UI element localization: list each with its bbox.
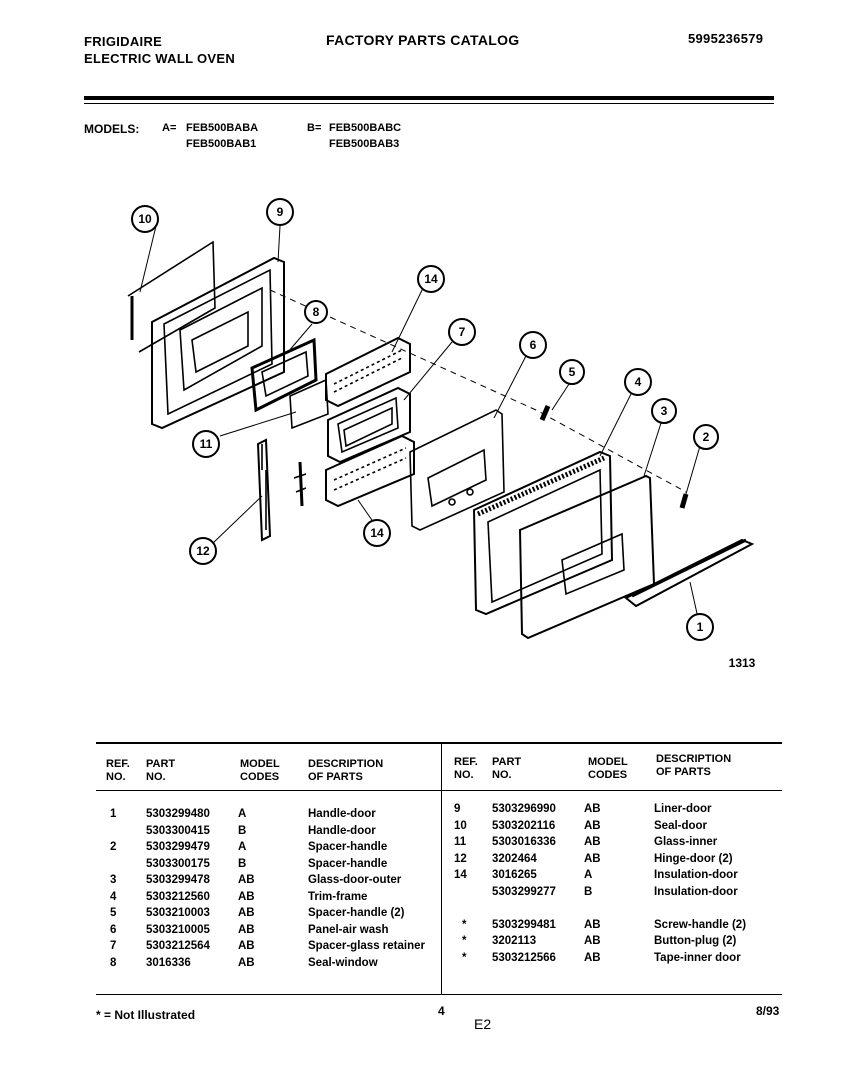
header-ref-line1: REF. (454, 756, 478, 768)
table-row-desc: Insulation-door (654, 869, 738, 881)
table-row-model: AB (238, 907, 255, 919)
table-row-part: 5303299479 (146, 841, 210, 853)
revision-date: 8/93 (756, 1004, 780, 1018)
callout-5: 5 (568, 365, 576, 379)
table-row-desc: Seal-door (654, 819, 708, 832)
table-row-desc: Tape-inner door (654, 951, 741, 964)
table-row-ref: 14 (454, 869, 467, 881)
header-part-right (492, 756, 521, 782)
callout-1: 1 (696, 620, 704, 634)
part-liner-door (152, 258, 284, 428)
table-row-desc: Screw-handle (2) (654, 918, 747, 931)
right-desc-column (654, 801, 746, 966)
table-row-part (492, 900, 556, 917)
part-panel-air-wash (410, 410, 504, 530)
table-row-part: 3202113 (492, 935, 537, 947)
table-row-desc: Spacer-handle (2) (308, 907, 405, 919)
header-desc-line2: OF PARTS (656, 766, 711, 778)
page-number: 4 (438, 1004, 445, 1018)
model-group-a-tag: A= (162, 122, 177, 134)
model-a-2: FEB500BAB1 (186, 138, 257, 150)
table-row-part: 5303300175 (146, 857, 210, 870)
table-row-model: AB (238, 874, 255, 886)
figure-number: 1313 (728, 656, 756, 670)
table-row-model: AB (584, 836, 601, 848)
callout-8: 8 (312, 305, 320, 319)
table-row-model: A (238, 808, 247, 820)
part-insulation-lower (326, 436, 414, 506)
table-row-model: AB (584, 935, 601, 947)
header-part-line2: NO. (492, 769, 512, 781)
part-trim-frame (474, 452, 612, 614)
callout-3: 3 (660, 404, 668, 418)
table-row-desc: Seal-window (308, 956, 378, 969)
header-ref-right (454, 756, 478, 782)
callout-14-upper: 14 (424, 272, 438, 286)
part-insulation-upper (326, 338, 410, 406)
model-b-2: FEB500BAB3 (329, 138, 400, 150)
table-row-part: 3016336 (146, 956, 191, 969)
left-model-column (238, 806, 255, 971)
left-part-column (146, 806, 210, 971)
not-illustrated-note: * = Not Illustrated (96, 1008, 196, 1022)
table-bottom-rule (96, 994, 782, 995)
table-row-model: B (238, 857, 247, 870)
table-row-ref: 9 (454, 803, 461, 815)
catalog-number: 5995236579 (688, 31, 764, 46)
table-row-desc: Handle-door (308, 808, 376, 820)
header-ref-line1: REF. (106, 758, 130, 770)
table-top-rule (96, 742, 782, 744)
table-row-model: AB (584, 819, 601, 832)
callout-14-lower: 14 (370, 526, 384, 540)
header-part-line1: PART (146, 758, 176, 770)
table-row-desc: Handle-door (308, 824, 376, 837)
part-hinge-door (258, 440, 306, 540)
table-row-model (584, 900, 601, 917)
table-row-desc: Spacer-handle (308, 857, 388, 870)
table-row-desc: Spacer-handle (308, 841, 388, 853)
header-model-line1: MODEL (240, 758, 280, 770)
part-spacer-handle-2 (682, 494, 686, 508)
table-row-part: 5303299277 (492, 885, 556, 898)
table-row-model: AB (238, 940, 255, 952)
table-row-part: 5303016336 (492, 836, 556, 848)
table-row-model: A (584, 869, 593, 881)
right-part-column (492, 801, 556, 966)
table-row-model: AB (584, 951, 601, 964)
header-model-line1: MODEL (588, 756, 628, 768)
model-a-1: FEB500BABA (186, 122, 259, 134)
callout-7: 7 (458, 325, 466, 339)
table-row-model: B (584, 885, 593, 898)
model-group-b-tag: B= (307, 122, 322, 134)
table-row-ref (454, 884, 480, 901)
table-row-model: AB (584, 852, 601, 865)
header-part-line2: NO. (146, 771, 166, 783)
table-row-ref: 7 (110, 940, 117, 952)
model-b-1: FEB500BABC (329, 122, 402, 134)
table-row-ref: * (462, 935, 467, 947)
table-row-desc (654, 900, 746, 917)
callout-4: 4 (634, 375, 642, 389)
callout-12: 12 (196, 544, 210, 558)
part-glass-door-outer (520, 476, 654, 638)
header-desc-line1: DESCRIPTION (308, 758, 384, 770)
table-row-ref: * (462, 951, 467, 964)
left-ref-column (110, 806, 134, 971)
table-row-part: 5303202116 (492, 819, 556, 832)
table-row-desc: Trim-frame (308, 890, 368, 903)
header-model-line2: CODES (240, 771, 280, 783)
table-row-part: 5303300415 (146, 824, 210, 837)
table-row-part: 5303212566 (492, 951, 556, 964)
table-row-model: A (238, 841, 247, 853)
table-row-ref: 6 (110, 923, 117, 936)
right-ref-column (454, 801, 480, 966)
table-row-ref: 10 (454, 819, 467, 832)
table-header-rule (96, 790, 782, 791)
table-row-ref: 4 (110, 890, 117, 903)
table-row-desc: Hinge-door (2) (654, 852, 733, 865)
table-row-part: 3202464 (492, 852, 537, 865)
right-model-column (584, 801, 601, 966)
table-row-part: 3016265 (492, 869, 537, 881)
table-row-desc: Liner-door (654, 803, 712, 815)
table-row-part: 5303299480 (146, 808, 210, 820)
table-row-model: B (238, 824, 247, 837)
header-desc-line2: OF PARTS (308, 771, 363, 783)
table-row-desc: Spacer-glass retainer (308, 940, 425, 952)
header-model-line2: CODES (588, 769, 628, 781)
header-model-left (240, 758, 280, 784)
header-part-line1: PART (492, 756, 522, 768)
table-row-ref (110, 823, 134, 840)
callout-6: 6 (529, 338, 537, 352)
product-name: ELECTRIC WALL OVEN (84, 51, 236, 66)
table-row-model: AB (238, 923, 255, 936)
header-desc-right (656, 753, 731, 779)
callout-10: 10 (138, 212, 152, 226)
table-center-divider (441, 742, 442, 994)
table-row-ref: 8 (110, 956, 117, 969)
table-row-desc: Panel-air wash (308, 923, 389, 936)
table-row-ref: 11 (454, 836, 467, 848)
table-row-ref: 12 (454, 852, 467, 865)
table-row-desc: Insulation-door (654, 885, 738, 898)
table-row-part: 5303210005 (146, 923, 210, 936)
models-label: MODELS: (84, 122, 140, 136)
catalog-title: FACTORY PARTS CATALOG (326, 32, 520, 48)
callout-9: 9 (276, 205, 284, 219)
header-desc-line1: DESCRIPTION (656, 753, 732, 765)
table-row-model: AB (584, 918, 601, 931)
section-code: E2 (474, 1016, 492, 1032)
header-model-right (588, 756, 628, 782)
table-row-part: 5303296990 (492, 803, 556, 815)
callout-11: 11 (199, 437, 213, 451)
header-ref-line2: NO. (454, 769, 474, 781)
table-row-ref: 1 (110, 808, 117, 820)
table-row-part: 5303299481 (492, 918, 556, 931)
table-row-ref (110, 856, 134, 873)
header-ref-line2: NO. (106, 771, 126, 783)
table-row-part: 5303212564 (146, 940, 210, 952)
header-ref-left (106, 758, 130, 784)
table-row-ref: * (462, 918, 467, 931)
table-row-part: 5303299478 (146, 874, 210, 886)
callout-2: 2 (702, 430, 710, 444)
table-row-ref: 5 (110, 907, 117, 919)
table-row-desc: Glass-inner (654, 836, 718, 848)
part-handle-door (626, 540, 752, 606)
part-spacer-handle-5 (542, 406, 548, 420)
header-desc-left (308, 758, 383, 784)
table-row-desc: Button-plug (2) (654, 935, 737, 947)
left-desc-column (308, 806, 425, 971)
table-row-part: 5303212560 (146, 890, 210, 903)
table-row-model: AB (238, 956, 255, 969)
brand-name: FRIGIDAIRE (84, 34, 163, 49)
table-row-ref: 3 (110, 874, 117, 886)
table-row-model: AB (238, 890, 255, 903)
table-row-model: AB (584, 803, 601, 815)
header-part-left (146, 758, 175, 784)
table-row-ref (454, 900, 480, 917)
table-row-ref: 2 (110, 841, 117, 853)
table-row-desc: Glass-door-outer (308, 874, 402, 886)
part-seal-window (252, 340, 328, 428)
table-row-part: 5303210003 (146, 907, 210, 919)
